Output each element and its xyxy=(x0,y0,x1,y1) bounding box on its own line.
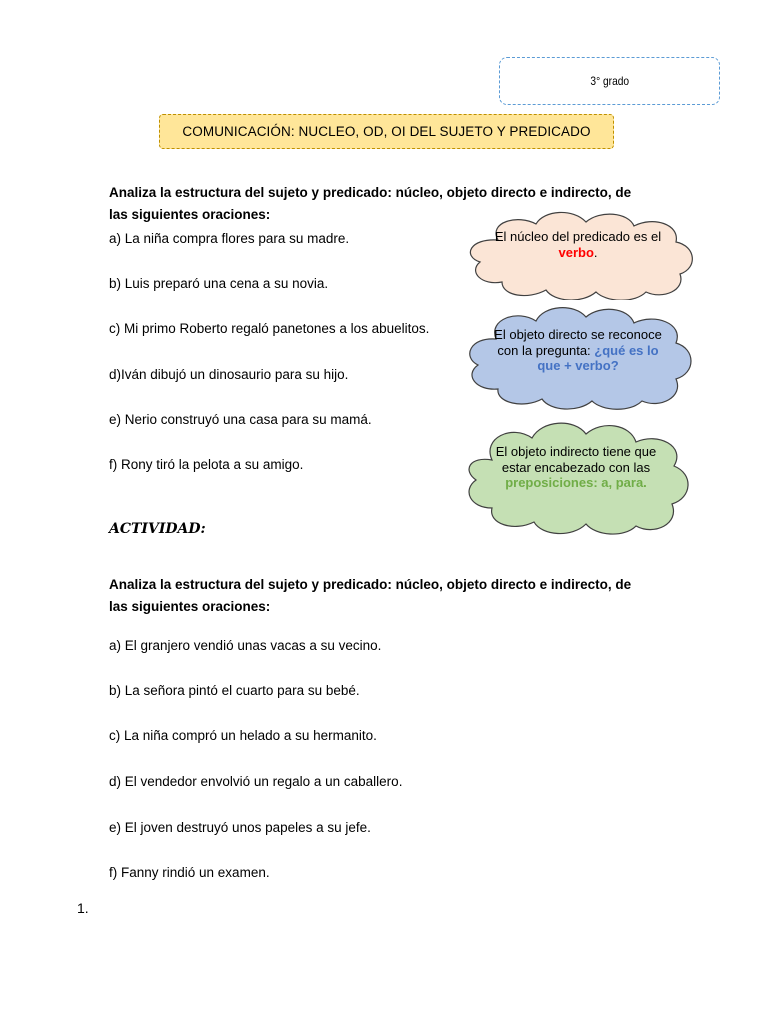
activity-heading: ACTIVIDAD: xyxy=(109,521,206,537)
exercise-e: e) El joven destruyó unos papeles a su jefe. xyxy=(109,820,371,835)
grade-box xyxy=(499,57,720,105)
list-number: 1. xyxy=(77,900,89,916)
example-c: c) Mi primo Roberto regaló panetones a los abuelitos. xyxy=(109,321,430,336)
nucleus-suffix: . xyxy=(593,244,598,260)
example-a: a) La niña compra flores para su madre. xyxy=(109,231,350,246)
example-d: d)Iván dibujó un dinosaurio para su hijo. xyxy=(109,367,349,382)
direct-object-text: El objeto directo se reconoce con la pregunta: xyxy=(494,327,662,358)
example-e: e) Nerio construyó una casa para su mamá. xyxy=(109,412,372,427)
direct-object-cloud xyxy=(462,305,694,411)
example-b: b) Luis preparó una cena a su novia. xyxy=(109,276,329,291)
exercise-f: f) Fanny rindió un examen. xyxy=(109,865,270,880)
exercise-b: b) La señora pintó el cuarto para su bebé. xyxy=(109,683,360,698)
page-title: COMUNICACIÓN: NUCLEO, OD, OI DEL SUJETO Y PREDICADO xyxy=(182,124,591,139)
exercise-d: d) El vendedor envolvió un regalo a un caballero. xyxy=(109,774,403,789)
indirect-object-cloud-text xyxy=(462,444,690,491)
indirect-object-cloud xyxy=(462,420,690,538)
example-f: f) Rony tiró la pelota a su amigo. xyxy=(109,457,304,472)
exercise-c: c) La niña compró un helado a su hermanito. xyxy=(109,728,377,743)
instruction-1: Analiza la estructura del sujeto y predicado: núcleo, objeto directo e indirecto, de las siguientes oraciones: xyxy=(109,185,632,222)
indirect-object-highlight: preposiciones: a, para. xyxy=(505,475,647,490)
exercise-a: a) El granjero vendió unas vacas a su vecino. xyxy=(109,638,382,653)
instruction-2: Analiza la estructura del sujeto y predicado: núcleo, objeto directo e indirecto, de las siguientes oraciones: xyxy=(109,577,632,614)
direct-object-cloud-text xyxy=(462,327,694,374)
title-box xyxy=(159,114,614,149)
grade-label: 3° grado xyxy=(590,74,629,88)
indirect-object-text: El objeto indirecto tiene que estar encabezado con las xyxy=(495,444,657,475)
direct-object-highlight: ¿qué es lo que + verbo? xyxy=(537,342,659,373)
nucleus-highlight: verbo xyxy=(558,244,594,260)
nucleus-text: El núcleo del predicado es el xyxy=(494,229,662,244)
nucleus-cloud-text xyxy=(458,229,698,260)
nucleus-cloud xyxy=(458,210,698,300)
